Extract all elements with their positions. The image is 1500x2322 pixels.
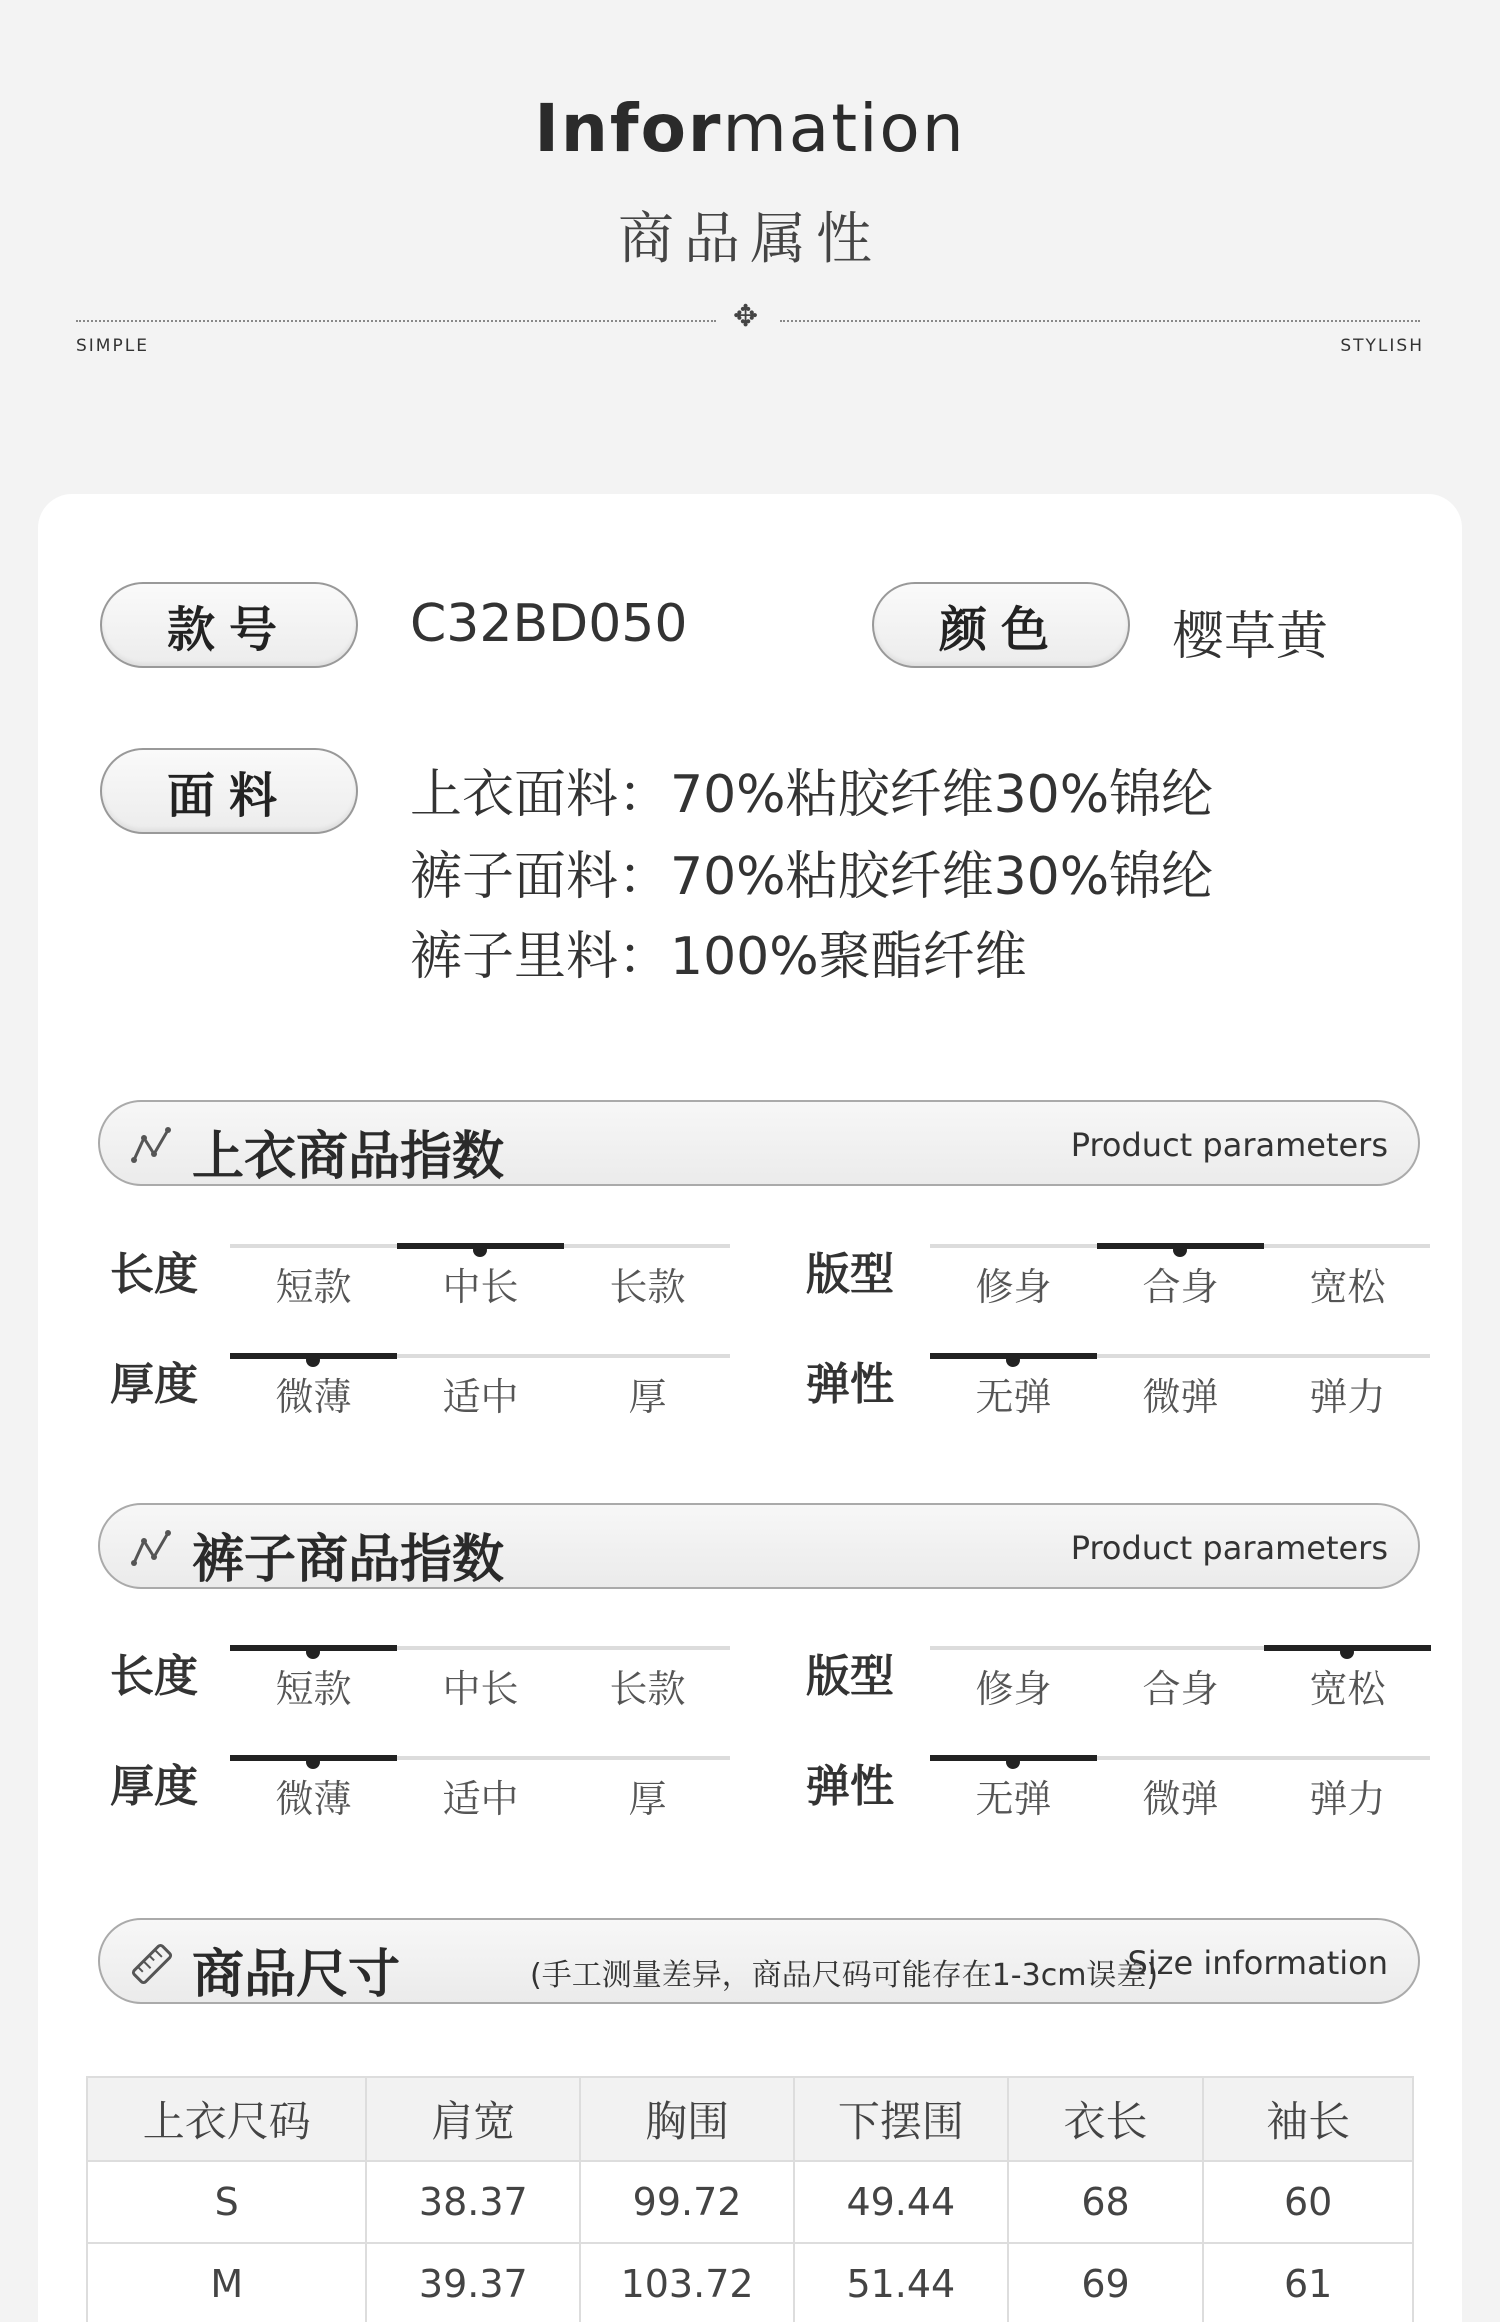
top-params-banner (98, 1100, 1420, 1186)
param-option: 修身 (975, 1265, 1052, 1309)
title-chinese: 商品属性 (618, 207, 882, 272)
param-option: 宽松 (1309, 1265, 1386, 1309)
param-selected-marker (1173, 1243, 1187, 1257)
divider-right (780, 320, 1420, 322)
param-scale-track (930, 1756, 1430, 1760)
size-header-cell: 上衣尺码 (87, 2077, 366, 2161)
param-selected-marker (1006, 1755, 1020, 1769)
param-option: 适中 (442, 1375, 519, 1419)
color-value: 樱草黄 (1172, 607, 1329, 667)
fabric-line-lining: 裤子里料：100%聚酯纤维 (410, 927, 1027, 987)
size-info-note: (手工测量差异，商品尺码可能存在1-3cm误差) (530, 1958, 1159, 1993)
param-scale-track (230, 1354, 730, 1358)
param-selected-marker (1340, 1645, 1354, 1659)
table-row (87, 2161, 1413, 2243)
param-option: 弹力 (1309, 1375, 1386, 1419)
size-cell: 61 (1203, 2243, 1413, 2322)
color-label: 颜色 (872, 582, 1130, 668)
pants-params-banner (98, 1503, 1420, 1589)
param-scale-track (230, 1646, 730, 1650)
page-header (0, 0, 1500, 400)
size-table (86, 2076, 1414, 2322)
param-option: 中长 (442, 1667, 519, 1711)
trend-line-icon (130, 1124, 174, 1168)
style-number-label: 款号 (100, 582, 358, 668)
pants-params-title: 裤子商品指数 (192, 1530, 505, 1590)
title-english: Information (534, 90, 966, 167)
size-header-cell: 袖长 (1203, 2077, 1413, 2161)
size-info-subtitle: Size information (1127, 1944, 1388, 1982)
param-option: 微弹 (1142, 1375, 1219, 1419)
param-scale-track (930, 1354, 1430, 1358)
size-cell: 51.44 (794, 2243, 1008, 2322)
size-cell: 68 (1008, 2161, 1204, 2243)
param-selected-marker (473, 1243, 487, 1257)
param-option: 微弹 (1142, 1777, 1219, 1821)
param-label: 厚度 (110, 1359, 198, 1410)
ruler-icon (130, 1942, 174, 1986)
size-cell: 103.72 (580, 2243, 794, 2322)
param-label: 版型 (806, 1651, 894, 1702)
divider-left (76, 320, 716, 322)
size-header-cell: 衣长 (1008, 2077, 1204, 2161)
param-option: 长款 (609, 1265, 686, 1309)
param-label: 长度 (110, 1651, 198, 1702)
size-cell: 38.37 (366, 2161, 580, 2243)
param-option: 宽松 (1309, 1667, 1386, 1711)
size-cell: 60 (1203, 2161, 1413, 2243)
size-cell: 99.72 (580, 2161, 794, 2243)
fabric-label: 面料 (100, 748, 358, 834)
param-selected-marker (306, 1755, 320, 1769)
param-option: 短款 (275, 1667, 352, 1711)
tag-stylish: STYLISH (1340, 336, 1424, 356)
size-cell: 49.44 (794, 2161, 1008, 2243)
param-selected-marker (1006, 1353, 1020, 1367)
pants-params-subtitle: Product parameters (1070, 1529, 1388, 1567)
table-row (87, 2243, 1413, 2322)
top-params-title: 上衣商品指数 (192, 1127, 505, 1187)
param-option: 无弹 (975, 1777, 1052, 1821)
param-option: 适中 (442, 1777, 519, 1821)
param-option: 中长 (442, 1265, 519, 1309)
param-option: 无弹 (975, 1375, 1052, 1419)
param-selected-marker (306, 1645, 320, 1659)
size-header-cell: 胸围 (580, 2077, 794, 2161)
size-header-cell: 下摆围 (794, 2077, 1008, 2161)
param-scale-track (930, 1244, 1430, 1248)
param-label: 弹性 (806, 1359, 894, 1410)
fabric-line-top: 上衣面料：70%粘胶纤维30%锦纶 (410, 765, 1214, 825)
param-label: 弹性 (806, 1761, 894, 1812)
param-option: 微薄 (275, 1375, 352, 1419)
size-info-title: 商品尺寸 (192, 1945, 401, 2005)
param-label: 长度 (110, 1249, 198, 1300)
size-table-header-row (87, 2077, 1413, 2161)
style-number-value: C32BD050 (410, 594, 688, 654)
four-way-arrow-icon: ✥ (733, 299, 759, 334)
param-scale-track (230, 1244, 730, 1248)
param-option: 微薄 (275, 1777, 352, 1821)
size-cell: M (87, 2243, 366, 2322)
param-option: 修身 (975, 1667, 1052, 1711)
param-option: 厚 (628, 1777, 667, 1821)
size-cell: 69 (1008, 2243, 1204, 2322)
size-header-cell: 肩宽 (366, 2077, 580, 2161)
top-params-subtitle: Product parameters (1070, 1126, 1388, 1164)
param-scale-track (230, 1756, 730, 1760)
param-selected-marker (306, 1353, 320, 1367)
fabric-line-pants: 裤子面料：70%粘胶纤维30%锦纶 (410, 847, 1214, 907)
param-option: 长款 (609, 1667, 686, 1711)
param-label: 版型 (806, 1249, 894, 1300)
size-cell: 39.37 (366, 2243, 580, 2322)
tag-simple: SIMPLE (76, 336, 149, 356)
param-scale-track (930, 1646, 1430, 1650)
trend-line-icon (130, 1527, 174, 1571)
param-label: 厚度 (110, 1761, 198, 1812)
param-option: 合身 (1142, 1265, 1219, 1309)
param-option: 弹力 (1309, 1777, 1386, 1821)
size-info-banner (98, 1918, 1420, 2004)
param-option: 合身 (1142, 1667, 1219, 1711)
param-option: 短款 (275, 1265, 352, 1309)
param-option: 厚 (628, 1375, 667, 1419)
size-cell: S (87, 2161, 366, 2243)
